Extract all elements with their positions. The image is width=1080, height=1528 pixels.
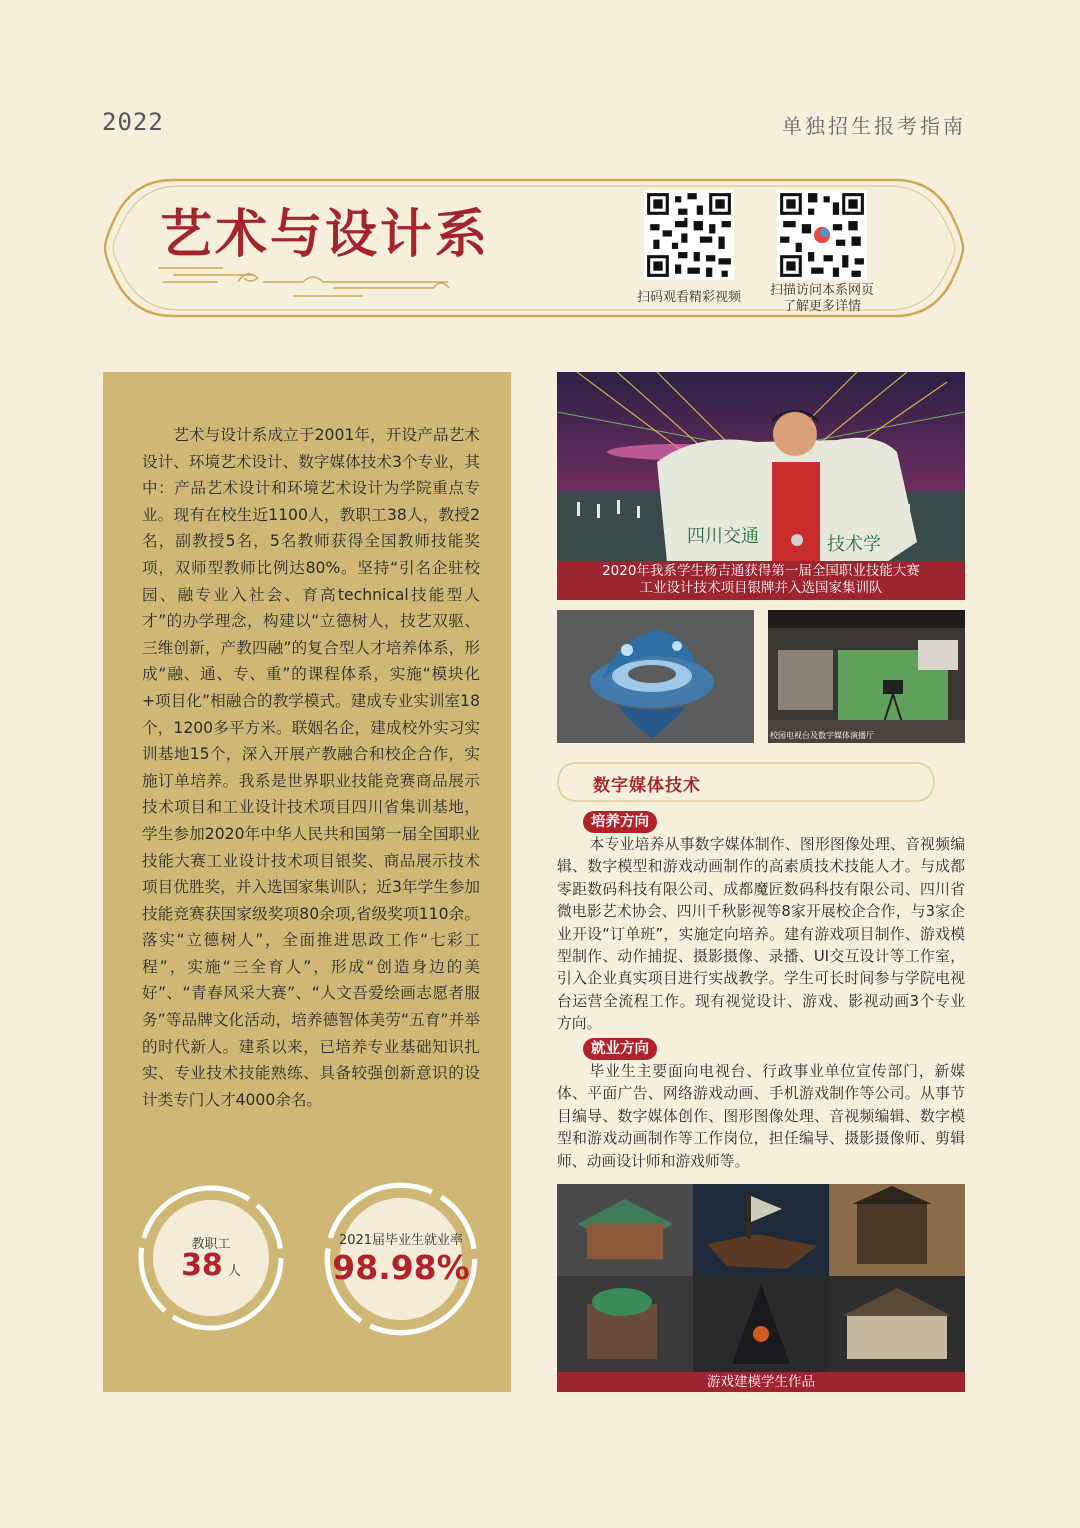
tv-studio-image xyxy=(768,610,965,743)
department-title: 艺术与设计系 xyxy=(160,204,491,265)
year-label: 2022 xyxy=(102,108,164,136)
award-caption-line1: 2020年我系学生杨吉通获得第一届全国职业技能大赛 xyxy=(602,563,920,579)
employment-stat-label: 2021届毕业生就业率 xyxy=(338,1233,464,1248)
training-direction-text: 本专业培养从事数字媒体制作、图形图像处理、音视频编辑、数字模型和游戏动画制作的高素质技术技能人才。与成都零距数码科技有限公司、成都魔匠数码科技有限公司、四川省微电影艺术协会、四川千秋影视等8家开展校企合作，与3家企业开设“订单班”，实施定向培养。建有游戏项目制作、游戏模型制作、动作捕捉、摄影摄像、录播、UI交互设计等工作室，引入企业真实项目进行实战教学。学生可长时间参与学院电视台运营全流程工作。现有视觉设计、游戏、影视动画3个专业方向。 xyxy=(557,836,965,1033)
staff-stat-value-group xyxy=(136,1248,286,1283)
award-caption-line2: 工业设计技术项目银牌并入选国家集训队 xyxy=(639,580,883,596)
employment-direction-badge: 就业方向 xyxy=(583,1038,657,1060)
training-direction-badge: 培养方向 xyxy=(583,811,657,833)
qr-website-caption-line2: 了解更多详情 xyxy=(782,299,861,314)
qr-website-caption xyxy=(752,283,892,315)
game-model-gallery-caption: 游戏建模学生作品 xyxy=(557,1372,965,1392)
fantasy-model-photo xyxy=(557,610,754,743)
qr-video-caption: 扫码观看精彩视频 xyxy=(636,290,741,305)
game-model-gallery xyxy=(557,1184,965,1392)
employment-stat-value: 98.98% xyxy=(332,1248,470,1287)
guide-title: 单独招生报考指南 xyxy=(782,114,966,138)
qr-code-video-icon[interactable] xyxy=(644,190,734,280)
svg-text:技术学: 技术学 xyxy=(827,534,881,555)
staff-stat-value: 38 xyxy=(181,1248,223,1283)
staff-stat-unit: 人 xyxy=(227,1264,241,1279)
svg-text:四川交通: 四川交通 xyxy=(687,526,759,547)
qr-website-caption-line1: 扫描访问本系网页 xyxy=(769,283,874,298)
tv-studio-photo xyxy=(768,610,965,743)
employment-direction-text: 毕业生主要面向电视台、行政事业单位宣传部门，新媒体、平面广告、网络游戏动画、手机游戏制作等公司。从事节目编导、数字媒体创作、图形图像处理、音视频编辑、数字模型和游戏动画制作等工作岗位，担任编导、摄影摄像师、剪辑师、动画设计师和游戏师等。 xyxy=(557,1063,965,1170)
qr-code-website-icon[interactable] xyxy=(777,190,867,280)
game-model-gallery-images xyxy=(557,1184,965,1372)
fantasy-model-image xyxy=(557,610,754,743)
staff-stat-label: 教职工 xyxy=(191,1237,231,1252)
major-title: 数字媒体技术 xyxy=(593,776,701,796)
tv-studio-caption: 校园电视台及数字媒体演播厅 xyxy=(770,731,874,740)
award-photo-caption xyxy=(557,561,965,600)
department-intro-text: 艺术与设计系成立于2001年，开设产品艺术设计、环境艺术设计、数字媒体技术3个专业，其中：产品艺术设计和环境艺术设计为学院重点专业。现有在校生近1100人，教职工38人，教授2名，副教授5名，5名教师获得全国教师技能奖项，双师型教师比例达80%。坚持“引名企驻校园、融专业入社会、育高technical技能型人才”的办学理念，构建以“立德树人，技艺双驱、三维创新，产教四融”的复合型人才培养体系，形成“融、通、专、重”的课程体系，实施“模块化+项目化”相融合的教学模式。建成专业实训室18个，1200多平方米。联姻名企，建成校外实习实训基地15个，深入开展产教融合和校企合作，实施订单培养。我系是世界职业技能竞赛商品展示技术项目和工业设计技术项目四川省集训基地，学生参加2020年中华人民共和国第一届全国职业技能大赛工业设计技术项目银奖、商品展示技术项目优胜奖，并入选国家集训队；近3年学生参加技能竞赛获国家级奖项80余项,省级奖项110余。落实“立德树人”，全面推进思政工作“七彩工程”，实施“三全育人”，形成“创造身边的美好”、“青春风采大赛”、“人文吾爱绘画志愿者服务”等品牌文化活动，培养德智体美劳“五育”并举的时代新人。建系以来，已培养专业基础知识扎实、专业技术技能熟练、具备较强创新意识的设计类专门人才4000余名。 xyxy=(142,426,480,1109)
